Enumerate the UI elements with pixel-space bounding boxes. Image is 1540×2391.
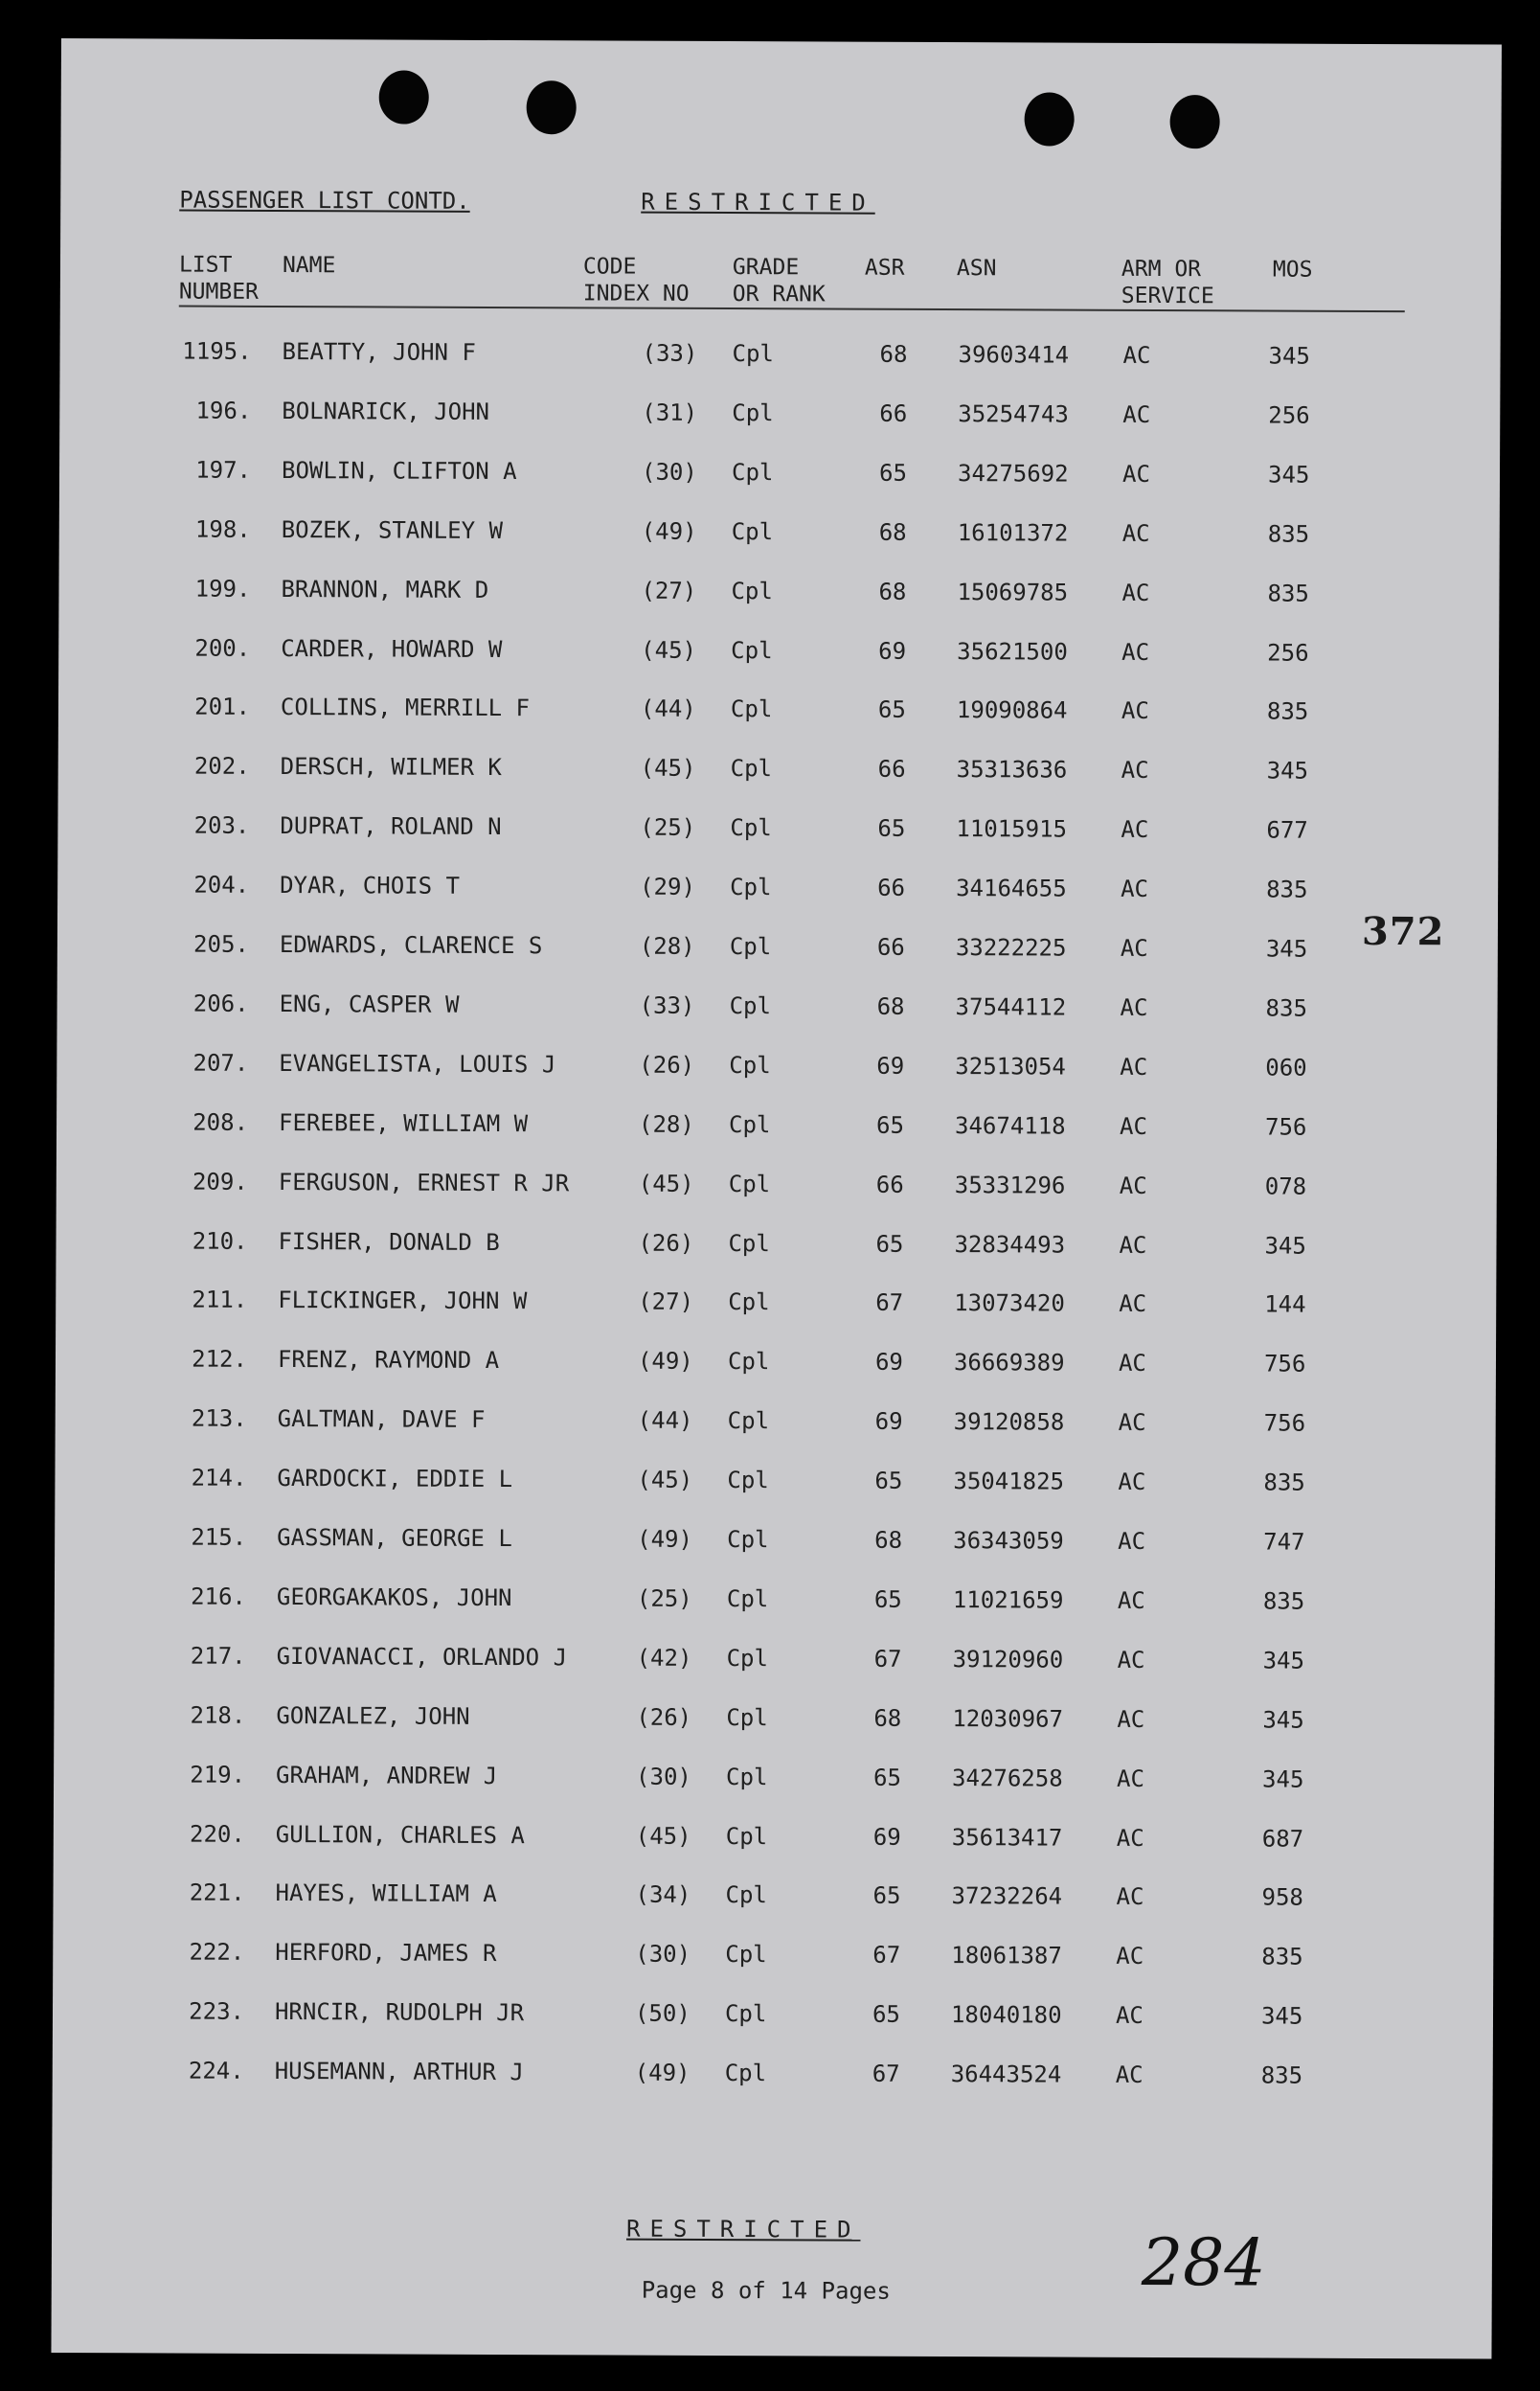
list-number-cell: 1195.	[182, 337, 252, 365]
arm-service-cell: AC	[1117, 1586, 1145, 1614]
mos-cell: 345	[1260, 2002, 1303, 2030]
list-number-cell: 205.	[193, 930, 249, 958]
table-row	[54, 1701, 1494, 1746]
grade-cell: Cpl	[724, 2060, 767, 2087]
grade-cell: Cpl	[729, 991, 772, 1020]
asn-cell: 36343059	[953, 1527, 1064, 1555]
arm-service-cell: AC	[1116, 1824, 1144, 1852]
code-index-cell: (29)	[640, 873, 695, 900]
mos-cell: 060	[1265, 1054, 1307, 1082]
code-index-cell: (26)	[639, 1051, 695, 1079]
mos-cell: 345	[1266, 757, 1309, 785]
list-number-cell: 196.	[195, 397, 252, 424]
grade-cell: Cpl	[727, 1348, 770, 1376]
arm-service-cell: AC	[1120, 934, 1148, 962]
punch-hole	[379, 70, 429, 124]
table-row	[55, 1583, 1495, 1628]
passenger-name-cell: HUSEMANN, ARTHUR J	[274, 2058, 524, 2086]
list-number-cell: 212.	[192, 1345, 248, 1374]
passenger-name-cell: BOWLIN, CLIFTON A	[281, 456, 517, 485]
asr-cell: 68	[879, 340, 908, 368]
page-number: Page 8 of 14 Pages	[641, 2276, 891, 2305]
table-row	[59, 397, 1500, 442]
table-row	[59, 515, 1500, 560]
passenger-name-cell: DERSCH, WILMER K	[280, 753, 502, 782]
grade-cell: Cpl	[725, 1941, 767, 1969]
list-number-cell: 198.	[194, 515, 251, 543]
asr-cell: 67	[872, 2060, 900, 2087]
table-row	[56, 1226, 1496, 1271]
mos-cell: 345	[1262, 1647, 1305, 1674]
grade-cell: Cpl	[727, 1526, 769, 1554]
arm-service-cell: AC	[1121, 460, 1150, 488]
code-index-cell: (33)	[642, 339, 698, 367]
arm-service-cell: AC	[1121, 579, 1150, 606]
list-number-cell: 215.	[191, 1523, 247, 1551]
asr-cell: 69	[874, 1407, 903, 1436]
code-index-cell: (31)	[642, 398, 698, 426]
table-row	[57, 811, 1498, 856]
arm-service-cell: AC	[1118, 1468, 1146, 1496]
arm-service-cell: AC	[1122, 400, 1151, 428]
mos-cell: 078	[1264, 1173, 1307, 1200]
passenger-name-cell: CARDER, HOWARD W	[281, 634, 503, 663]
grade-cell: Cpl	[732, 398, 774, 427]
mos-cell: 756	[1263, 1350, 1306, 1378]
arm-service-cell: AC	[1119, 1172, 1147, 1199]
arm-service-cell: AC	[1121, 757, 1149, 785]
code-index-cell: (49)	[634, 2059, 691, 2086]
list-number-cell: 213.	[191, 1404, 247, 1433]
grade-cell: Cpl	[731, 458, 774, 487]
arm-service-cell: AC	[1117, 1705, 1145, 1733]
list-number-cell: 222.	[189, 1938, 245, 1967]
table-row	[59, 456, 1500, 501]
mos-cell: 144	[1264, 1290, 1306, 1319]
table-row	[56, 1404, 1496, 1449]
arm-service-cell: AC	[1121, 875, 1149, 903]
passenger-name-cell: DUPRAT, ROLAND N	[280, 812, 502, 841]
code-index-cell: (34)	[635, 1881, 691, 1909]
code-index-cell: (28)	[638, 1110, 694, 1138]
asn-cell: 34674118	[954, 1111, 1066, 1140]
asr-cell: 66	[879, 399, 908, 427]
asn-cell: 18061387	[951, 1942, 1062, 1970]
col-header-name: NAME	[282, 253, 336, 279]
asn-cell: 11021659	[952, 1585, 1064, 1614]
list-number-cell: 204.	[193, 871, 250, 899]
asn-cell: 19090864	[956, 696, 1068, 724]
code-index-cell: (50)	[634, 1999, 691, 2028]
mos-cell: 835	[1261, 1943, 1303, 1970]
asn-cell: 13073420	[954, 1289, 1065, 1317]
asn-cell: 35331296	[954, 1171, 1066, 1199]
passenger-name-cell: BOZEK, STANLEY W	[281, 515, 504, 544]
col-header-mos: MOS	[1272, 257, 1313, 283]
asr-cell: 69	[878, 637, 907, 665]
list-number-cell: 210.	[192, 1227, 248, 1255]
asr-cell: 67	[873, 1645, 902, 1673]
mos-cell: 756	[1264, 1113, 1307, 1141]
passenger-name-cell: FEREBEE, WILLIAM W	[279, 1108, 529, 1137]
grade-cell: Cpl	[726, 1703, 768, 1731]
list-number-cell: 203.	[193, 811, 250, 840]
restricted-heading: RESTRICTED	[641, 188, 875, 216]
col-header-list-number: LIST NUMBER	[178, 252, 259, 305]
mos-cell: 835	[1266, 876, 1308, 903]
list-number-cell: 219.	[190, 1761, 246, 1788]
asr-cell: 68	[878, 518, 907, 546]
arm-service-cell: AC	[1119, 1290, 1147, 1318]
arm-service-cell: AC	[1116, 1883, 1144, 1911]
asn-cell: 32513054	[955, 1052, 1066, 1081]
grade-cell: Cpl	[725, 1822, 768, 1850]
table-row	[56, 1345, 1496, 1390]
mos-cell: 835	[1267, 580, 1309, 607]
asr-cell: 66	[877, 756, 906, 784]
table-row	[57, 871, 1498, 916]
table-row	[59, 337, 1500, 382]
table-row	[57, 1049, 1497, 1094]
list-number-cell: 200.	[194, 634, 251, 662]
grade-cell: Cpl	[731, 517, 774, 545]
grade-cell: Cpl	[730, 814, 772, 842]
arm-service-cell: AC	[1119, 1112, 1148, 1140]
table-row	[53, 2057, 1493, 2102]
passenger-name-cell: COLLINS, MERRILL F	[280, 694, 531, 722]
mos-cell: 345	[1267, 461, 1310, 489]
asn-cell: 34276258	[952, 1764, 1063, 1792]
col-header-asn: ASN	[956, 256, 997, 282]
table-row	[54, 1761, 1494, 1806]
asr-cell: 65	[877, 696, 906, 724]
asr-cell: 67	[875, 1289, 904, 1317]
list-number-cell: 218.	[190, 1701, 246, 1729]
punch-hole	[1025, 92, 1075, 146]
passenger-name-cell: FERGUSON, ERNEST R JR	[278, 1168, 570, 1196]
table-row	[55, 1642, 1495, 1687]
mos-cell: 756	[1263, 1409, 1306, 1437]
asn-cell: 34164655	[956, 875, 1067, 902]
asn-cell: 16101372	[957, 518, 1069, 547]
grade-cell: Cpl	[730, 874, 772, 901]
list-number-cell: 224.	[188, 2057, 244, 2084]
document-page	[51, 38, 1502, 2359]
mos-cell: 677	[1266, 816, 1308, 844]
list-number-cell: 217.	[190, 1642, 246, 1670]
asn-cell: 39120960	[952, 1645, 1064, 1674]
table-row	[58, 693, 1499, 738]
asr-cell: 68	[874, 1526, 903, 1554]
list-number-cell: 209.	[192, 1168, 248, 1196]
list-number-cell: 216.	[191, 1583, 246, 1610]
table-row	[57, 990, 1497, 1035]
passenger-name-cell: GEORGAKAKOS, JOHN	[276, 1583, 512, 1611]
asr-cell: 65	[873, 1585, 902, 1613]
list-number-cell: 201.	[194, 694, 251, 721]
passenger-name-cell: BRANNON, MARK D	[281, 575, 489, 603]
asn-cell: 35621500	[957, 637, 1068, 666]
asn-cell: 12030967	[952, 1704, 1064, 1733]
table-row	[57, 1168, 1497, 1213]
mos-cell: 256	[1267, 639, 1309, 667]
code-index-cell: (30)	[641, 458, 697, 486]
list-number-cell: 221.	[189, 1879, 245, 1907]
table-row	[55, 1464, 1495, 1509]
passenger-name-cell: GULLION, CHARLES A	[275, 1820, 525, 1849]
asn-cell: 37232264	[951, 1882, 1063, 1910]
code-index-cell: (49)	[641, 517, 697, 545]
passenger-name-cell: DYAR, CHOIS T	[280, 872, 461, 899]
asr-cell: 68	[873, 1704, 902, 1732]
arm-service-cell: AC	[1115, 2002, 1144, 2030]
grade-cell: Cpl	[727, 1407, 770, 1435]
asr-cell: 65	[875, 1111, 905, 1139]
table-row	[57, 930, 1498, 975]
grade-cell: Cpl	[731, 577, 773, 604]
grade-cell: Cpl	[728, 1110, 771, 1138]
mos-cell: 835	[1266, 697, 1309, 726]
passenger-name-cell: GASSMAN, GEORGE L	[277, 1523, 512, 1553]
handwritten-number: 284	[1141, 2224, 1266, 2302]
arm-service-cell: AC	[1120, 993, 1148, 1021]
table-row	[55, 1523, 1495, 1568]
table-row	[53, 1938, 1493, 1983]
asr-cell: 65	[873, 1764, 902, 1791]
grade-cell: Cpl	[728, 1229, 770, 1257]
asn-cell: 37544112	[955, 992, 1067, 1021]
grade-cell: Cpl	[731, 636, 773, 664]
grade-cell: Cpl	[728, 1288, 770, 1316]
passenger-name-cell: EVANGELISTA, LOUIS J	[279, 1049, 556, 1079]
asr-cell: 66	[875, 1171, 904, 1198]
asn-cell: 15069785	[957, 578, 1069, 606]
list-number-cell: 199.	[194, 575, 251, 603]
punch-hole	[527, 80, 577, 134]
arm-service-cell: AC	[1121, 697, 1149, 725]
list-number-cell: 206.	[192, 990, 249, 1017]
asn-cell: 39120858	[953, 1408, 1065, 1436]
code-index-cell: (42)	[636, 1644, 692, 1672]
table-row	[58, 575, 1499, 620]
arm-service-cell: AC	[1118, 1409, 1146, 1437]
mos-cell: 835	[1267, 520, 1310, 548]
asr-cell: 67	[872, 1942, 901, 1970]
list-number-cell: 197.	[195, 456, 252, 484]
passenger-name-cell: GIOVANACCI, ORLANDO J	[276, 1642, 568, 1672]
passenger-name-cell: GALTMAN, DAVE F	[277, 1405, 486, 1434]
asn-cell: 35313636	[956, 756, 1068, 784]
mos-cell: 345	[1265, 935, 1308, 963]
col-header-asr: ASR	[864, 255, 905, 281]
document-title: PASSENGER LIST CONTD.	[179, 186, 470, 215]
grade-cell: Cpl	[732, 340, 774, 368]
arm-service-cell: AC	[1117, 1646, 1145, 1674]
asn-cell: 36669389	[953, 1349, 1065, 1377]
table-row	[58, 752, 1499, 797]
arm-service-cell: AC	[1117, 1765, 1145, 1792]
code-index-cell: (45)	[637, 1466, 693, 1493]
restricted-footer: RESTRICTED	[625, 2215, 861, 2243]
passenger-name-cell: HERFORD, JAMES R	[275, 1939, 497, 1968]
passenger-name-cell: HAYES, WILLIAM A	[275, 1879, 497, 1908]
mos-cell: 345	[1262, 1765, 1304, 1793]
passenger-name-cell: BOLNARICK, JOHN	[282, 397, 490, 425]
code-index-cell: (44)	[637, 1406, 693, 1435]
code-index-cell: (25)	[636, 1584, 692, 1612]
list-number-cell: 211.	[192, 1286, 248, 1314]
code-index-cell: (45)	[638, 1170, 694, 1197]
list-number-cell: 208.	[192, 1108, 249, 1136]
grade-cell: Cpl	[728, 1170, 771, 1197]
asn-cell: 34275692	[957, 459, 1069, 488]
grade-cell: Cpl	[727, 1467, 769, 1494]
asr-cell: 69	[874, 1349, 903, 1377]
asr-cell: 66	[877, 874, 906, 901]
table-row	[57, 1108, 1497, 1153]
grade-cell: Cpl	[726, 1763, 768, 1790]
list-number-cell: 202.	[193, 752, 250, 781]
passenger-name-cell: FISHER, DONALD B	[278, 1227, 500, 1256]
list-number-cell: 220.	[189, 1820, 245, 1848]
asr-cell: 69	[872, 1823, 901, 1851]
asr-cell: 65	[877, 814, 906, 843]
mos-cell: 345	[1262, 1706, 1304, 1734]
asn-cell: 32834493	[954, 1230, 1066, 1259]
arm-service-cell: AC	[1119, 1231, 1147, 1259]
asr-cell: 65	[875, 1230, 904, 1258]
code-index-cell: (27)	[638, 1288, 694, 1316]
asr-cell: 65	[874, 1467, 903, 1494]
stamp-number: 372	[1361, 908, 1445, 955]
code-index-cell: (45)	[635, 1822, 691, 1850]
arm-service-cell: AC	[1120, 1053, 1148, 1081]
table-row	[54, 1819, 1494, 1864]
code-index-cell: (45)	[640, 754, 696, 783]
asn-cell: 18040180	[950, 2001, 1062, 2029]
mos-cell: 835	[1260, 2061, 1303, 2089]
arm-service-cell: AC	[1121, 519, 1150, 547]
asr-cell: 66	[876, 933, 905, 961]
list-number-cell: 223.	[189, 1997, 245, 2026]
mos-cell: 345	[1268, 342, 1310, 370]
code-index-cell: (26)	[636, 1703, 692, 1731]
asr-cell: 65	[872, 2000, 900, 2029]
grade-cell: Cpl	[730, 755, 773, 783]
arm-service-cell: AC	[1118, 1527, 1146, 1555]
asr-cell: 68	[876, 992, 905, 1020]
grade-cell: Cpl	[726, 1644, 769, 1673]
mos-cell: 835	[1262, 1587, 1305, 1615]
asn-cell: 35254743	[958, 399, 1069, 428]
asr-cell: 68	[878, 578, 907, 605]
col-header-grade: GRADE OR RANK	[732, 255, 826, 307]
code-index-cell: (30)	[635, 1940, 691, 1969]
list-number-cell: 214.	[191, 1464, 247, 1492]
grade-cell: Cpl	[729, 1051, 771, 1080]
passenger-name-cell: HRNCIR, RUDOLPH JR	[274, 1998, 525, 2027]
code-index-cell: (49)	[637, 1525, 693, 1553]
table-row	[53, 1879, 1493, 1924]
code-index-cell: (25)	[640, 813, 696, 842]
code-index-cell: (28)	[639, 932, 695, 960]
list-number-cell: 207.	[192, 1049, 249, 1077]
arm-service-cell: AC	[1118, 1350, 1146, 1378]
grade-cell: Cpl	[724, 2000, 767, 2028]
code-index-cell: (44)	[640, 695, 696, 723]
col-header-arm: ARM OR SERVICE	[1121, 256, 1214, 309]
asn-cell: 35041825	[953, 1468, 1065, 1495]
asn-cell: 35613417	[951, 1823, 1063, 1852]
grade-cell: Cpl	[729, 933, 772, 961]
passenger-name-cell: GARDOCKI, EDDIE L	[277, 1465, 513, 1493]
mos-cell: 256	[1268, 401, 1310, 429]
code-index-cell: (27)	[641, 577, 697, 604]
mos-cell: 835	[1265, 994, 1308, 1022]
grade-cell: Cpl	[730, 695, 773, 723]
arm-service-cell: AC	[1122, 341, 1151, 369]
mos-cell: 687	[1261, 1824, 1304, 1853]
grade-cell: Cpl	[726, 1584, 769, 1613]
table-row	[53, 1997, 1493, 2042]
table-row	[56, 1286, 1496, 1331]
passenger-name-cell: EDWARDS, CLARENCE S	[279, 931, 543, 960]
code-index-cell: (26)	[638, 1229, 694, 1257]
code-index-cell: (33)	[639, 991, 695, 1019]
grade-cell: Cpl	[725, 1881, 767, 1909]
passenger-name-cell: GRAHAM, ANDREW J	[276, 1761, 498, 1789]
arm-service-cell: AC	[1115, 2061, 1144, 2089]
punch-hole	[1170, 95, 1220, 148]
arm-service-cell: AC	[1121, 816, 1149, 844]
col-header-code: CODE INDEX NO	[582, 254, 690, 307]
asn-cell: 11015915	[956, 815, 1068, 843]
asn-cell: 33222225	[955, 934, 1067, 962]
asn-cell: 36443524	[950, 2061, 1062, 2088]
passenger-name-cell: BEATTY, JOHN F	[282, 338, 476, 366]
passenger-name-cell: GONZALEZ, JOHN	[276, 1701, 470, 1730]
mos-cell: 835	[1263, 1469, 1305, 1496]
passenger-name-cell: ENG, CASPER W	[279, 990, 460, 1018]
passenger-name-cell: FRENZ, RAYMOND A	[277, 1346, 500, 1375]
mos-cell: 747	[1263, 1528, 1305, 1556]
asr-cell: 69	[876, 1052, 905, 1080]
arm-service-cell: AC	[1116, 1943, 1144, 1970]
asr-cell: 65	[872, 1882, 901, 1910]
arm-service-cell: AC	[1121, 638, 1150, 666]
passenger-name-cell: FLICKINGER, JOHN W	[278, 1287, 528, 1315]
code-index-cell: (49)	[637, 1347, 693, 1376]
code-index-cell: (45)	[641, 636, 697, 664]
asr-cell: 65	[878, 459, 907, 487]
table-row	[58, 633, 1499, 678]
mos-cell: 345	[1264, 1231, 1306, 1260]
mos-cell: 958	[1261, 1883, 1303, 1912]
asn-cell: 39603414	[958, 341, 1070, 369]
code-index-cell: (30)	[636, 1763, 691, 1790]
